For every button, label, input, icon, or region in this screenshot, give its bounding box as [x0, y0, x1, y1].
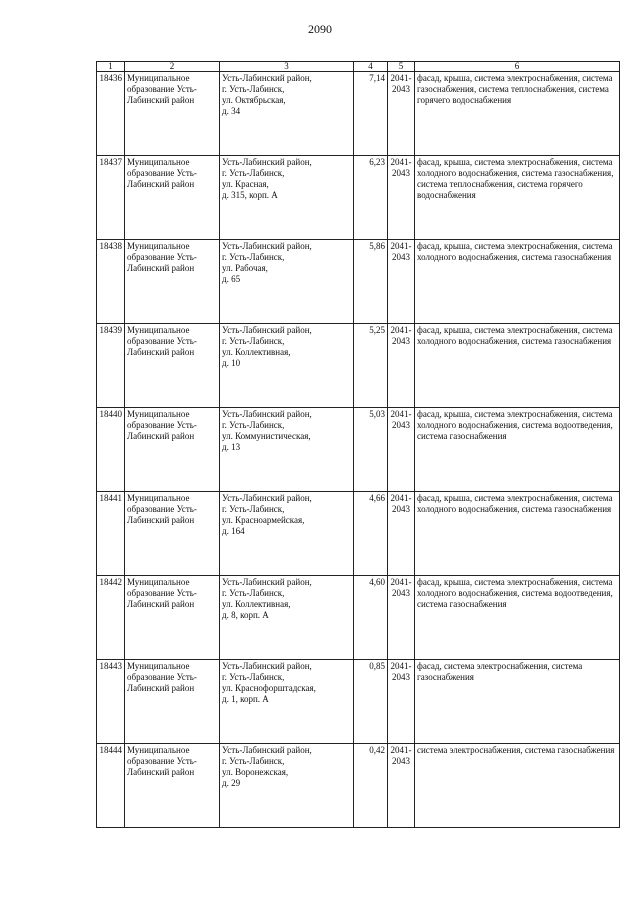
- municipality-cell: Муниципальное образование Усть-Лабинский район: [125, 408, 220, 492]
- period-cell: [388, 240, 415, 324]
- table-body: [97, 72, 620, 828]
- works-cell: фасад, крыша, система электроснабжения, система газоснабжения, система теплоснабжения, система горячего водоснабжения: [415, 72, 620, 156]
- period-line: 2043: [392, 420, 410, 430]
- municipality-cell: Муниципальное образование Усть-Лабинский район: [125, 492, 220, 576]
- column-header: 6: [415, 62, 620, 72]
- period-line: 2043: [392, 168, 410, 178]
- row-number: 18438: [97, 240, 125, 324]
- works-cell: фасад, крыша, система электроснабжения, система холодного водоснабжения, система газоснабжения: [415, 324, 620, 408]
- period-line: 2041-: [390, 577, 412, 587]
- table-row: [97, 324, 620, 408]
- address-cell: [220, 240, 354, 324]
- address-cell: [220, 408, 354, 492]
- area-cell: 5,03: [354, 408, 388, 492]
- period-line: 2043: [392, 504, 410, 514]
- address-line: Усть-Лабинский район,: [222, 577, 312, 587]
- works-cell: система электроснабжения, система газоснабжения: [415, 744, 620, 828]
- address-line: д. 10: [222, 358, 241, 368]
- works-cell: фасад, система электроснабжения, система газоснабжения: [415, 660, 620, 744]
- address-line: д. 164: [222, 526, 245, 536]
- address-line: д. 29: [222, 778, 241, 788]
- address-line: г. Усть-Лабинск,: [222, 336, 285, 346]
- period-cell: [388, 156, 415, 240]
- page-number: 2090: [308, 22, 332, 36]
- area-cell: 7,14: [354, 72, 388, 156]
- table-row: [97, 408, 620, 492]
- address-line: г. Усть-Лабинск,: [222, 84, 285, 94]
- period-line: 2041-: [390, 661, 412, 671]
- area-cell: 0,42: [354, 744, 388, 828]
- address-cell: [220, 72, 354, 156]
- address-line: г. Усть-Лабинск,: [222, 756, 285, 766]
- address-line: г. Усть-Лабинск,: [222, 168, 285, 178]
- table-row: [97, 576, 620, 660]
- period-cell: [388, 324, 415, 408]
- address-cell: [220, 156, 354, 240]
- address-cell: [220, 744, 354, 828]
- address-line: ул. Красноармейская,: [222, 515, 305, 525]
- address-cell: [220, 576, 354, 660]
- period-cell: [388, 72, 415, 156]
- row-number: 18436: [97, 72, 125, 156]
- municipality-cell: Муниципальное образование Усть-Лабинский район: [125, 744, 220, 828]
- column-header: 3: [220, 62, 354, 72]
- table-row: [97, 156, 620, 240]
- period-line: 2043: [392, 84, 410, 94]
- address-cell: [220, 660, 354, 744]
- address-line: д. 34: [222, 106, 241, 116]
- municipality-cell: Муниципальное образование Усть-Лабинский район: [125, 72, 220, 156]
- capital-repair-table: [96, 61, 620, 828]
- column-header: 2: [125, 62, 220, 72]
- address-line: ул. Краснофорштадская,: [222, 683, 316, 693]
- period-line: 2043: [392, 672, 410, 682]
- municipality-cell: Муниципальное образование Усть-Лабинский район: [125, 324, 220, 408]
- address-line: ул. Октябрьская,: [222, 95, 286, 105]
- column-header: 4: [354, 62, 388, 72]
- address-line: д. 65: [222, 274, 241, 284]
- period-cell: [388, 408, 415, 492]
- period-line: 2041-: [390, 241, 412, 251]
- period-cell: [388, 660, 415, 744]
- address-line: д. 8, корп. А: [222, 610, 269, 620]
- address-line: ул. Коллективная,: [222, 599, 291, 609]
- area-cell: 5,25: [354, 324, 388, 408]
- period-line: 2041-: [390, 157, 412, 167]
- period-line: 2041-: [390, 73, 412, 83]
- period-cell: [388, 576, 415, 660]
- area-cell: 0,85: [354, 660, 388, 744]
- address-line: г. Усть-Лабинск,: [222, 588, 285, 598]
- works-cell: фасад, крыша, система электроснабжения, система холодного водоснабжения, система газоснабжения: [415, 240, 620, 324]
- address-line: Усть-Лабинский район,: [222, 157, 312, 167]
- area-cell: 6,23: [354, 156, 388, 240]
- period-cell: [388, 492, 415, 576]
- address-line: Усть-Лабинский район,: [222, 661, 312, 671]
- address-line: Усть-Лабинский район,: [222, 409, 312, 419]
- address-line: ул. Воронежская,: [222, 767, 289, 777]
- area-cell: 4,66: [354, 492, 388, 576]
- row-number: 18441: [97, 492, 125, 576]
- period-cell: [388, 744, 415, 828]
- header-row: [97, 62, 620, 72]
- area-cell: 4,60: [354, 576, 388, 660]
- column-header: 5: [388, 62, 415, 72]
- address-line: д. 13: [222, 442, 241, 452]
- period-line: 2043: [392, 336, 410, 346]
- address-line: ул. Рабочая,: [222, 263, 268, 273]
- works-cell: фасад, крыша, система электроснабжения, система холодного водоснабжения, система газоснабжения: [415, 492, 620, 576]
- municipality-cell: Муниципальное образование Усть-Лабинский район: [125, 576, 220, 660]
- address-line: д. 315, корп. А: [222, 190, 278, 200]
- area-cell: 5,86: [354, 240, 388, 324]
- municipality-cell: Муниципальное образование Усть-Лабинский район: [125, 156, 220, 240]
- municipality-cell: Муниципальное образование Усть-Лабинский район: [125, 660, 220, 744]
- works-cell: фасад, крыша, система электроснабжения, система холодного водоснабжения, система газоснабжения, система теплоснабжения, система горячего водоснабжения: [415, 156, 620, 240]
- address-line: г. Усть-Лабинск,: [222, 420, 285, 430]
- address-line: Усть-Лабинский район,: [222, 241, 312, 251]
- row-number: 18440: [97, 408, 125, 492]
- row-number: 18439: [97, 324, 125, 408]
- row-number: 18437: [97, 156, 125, 240]
- table-row: [97, 492, 620, 576]
- address-line: г. Усть-Лабинск,: [222, 504, 285, 514]
- address-line: Усть-Лабинский район,: [222, 325, 312, 335]
- address-line: Усть-Лабинский район,: [222, 493, 312, 503]
- table-row: [97, 744, 620, 828]
- period-line: 2043: [392, 588, 410, 598]
- row-number: 18442: [97, 576, 125, 660]
- address-line: г. Усть-Лабинск,: [222, 672, 285, 682]
- period-line: 2041-: [390, 745, 412, 755]
- works-cell: фасад, крыша, система электроснабжения, система холодного водоснабжения, система водоотведения, система газоснабжения: [415, 408, 620, 492]
- address-line: ул. Красная,: [222, 179, 269, 189]
- municipality-cell: Муниципальное образование Усть-Лабинский район: [125, 240, 220, 324]
- address-cell: [220, 492, 354, 576]
- row-number: 18444: [97, 744, 125, 828]
- address-line: Усть-Лабинский район,: [222, 745, 312, 755]
- period-line: 2043: [392, 756, 410, 766]
- row-number: 18443: [97, 660, 125, 744]
- period-line: 2041-: [390, 409, 412, 419]
- address-line: Усть-Лабинский район,: [222, 73, 312, 83]
- period-line: 2043: [392, 252, 410, 262]
- table-row: [97, 240, 620, 324]
- works-cell: фасад, крыша, система электроснабжения, система холодного водоснабжения, система водоотведения, система газоснабжения: [415, 576, 620, 660]
- address-line: ул. Коллективная,: [222, 347, 291, 357]
- address-cell: [220, 324, 354, 408]
- table-row: [97, 660, 620, 744]
- period-line: 2041-: [390, 325, 412, 335]
- address-line: г. Усть-Лабинск,: [222, 252, 285, 262]
- column-header: 1: [97, 62, 125, 72]
- address-line: д. 1, корп. А: [222, 694, 269, 704]
- table-row: [97, 72, 620, 156]
- address-line: ул. Коммунистическая,: [222, 431, 311, 441]
- period-line: 2041-: [390, 493, 412, 503]
